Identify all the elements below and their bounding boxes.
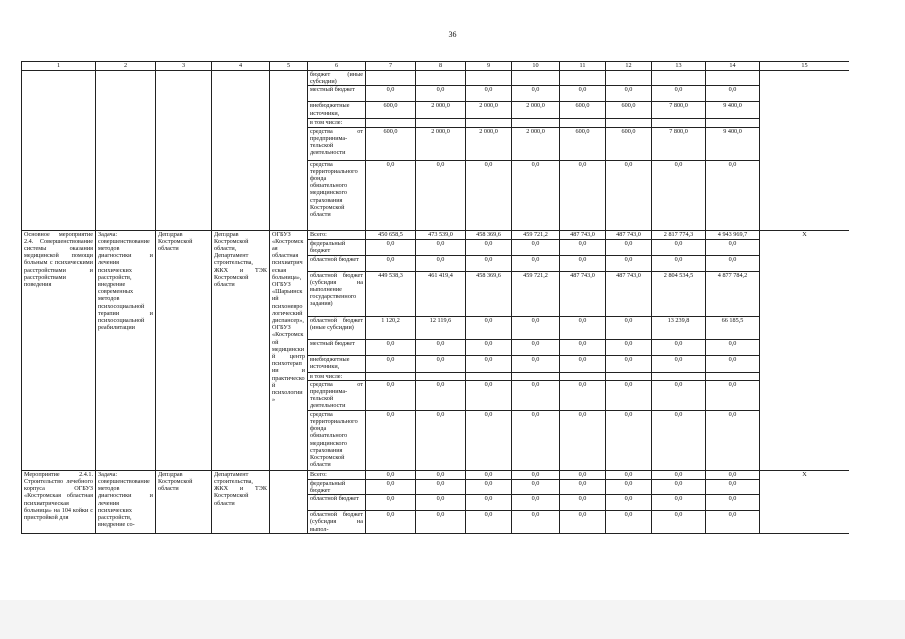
value-cell: 0,0 xyxy=(706,355,760,372)
funding-source-label: областной бюджет (иные субсидии) xyxy=(308,316,366,339)
section-col-5: ОГБУЗ «Костромская областная психиатрическая больница», ОГБУЗ «Шарьинский психоневрологический диспансер», ОГБУЗ «Костромской медицинский центр психотерапии и практической психологии» xyxy=(270,230,308,470)
funding-source-label: местный бюджет xyxy=(308,86,366,102)
column-header-15: 15 xyxy=(760,62,850,71)
value-cell: 0,0 xyxy=(706,511,760,534)
value-cell: 0,0 xyxy=(606,86,652,102)
value-cell: 0,0 xyxy=(652,86,706,102)
value-cell: 600,0 xyxy=(606,102,652,119)
value-cell: 0,0 xyxy=(606,511,652,534)
funding-source-label: Всего: xyxy=(308,470,366,479)
value-cell: 0,0 xyxy=(560,316,606,339)
value-cell: 0,0 xyxy=(652,255,706,271)
value-cell: 7 800,0 xyxy=(652,102,706,119)
value-cell: 0,0 xyxy=(466,495,512,511)
column-header-6: 6 xyxy=(308,62,366,71)
value-cell: 0,0 xyxy=(512,380,560,410)
value-cell: 0,0 xyxy=(366,410,416,470)
value-cell: 0,0 xyxy=(560,479,606,494)
value-cell xyxy=(560,119,606,127)
value-cell: 600,0 xyxy=(366,102,416,119)
section-col-1 xyxy=(22,71,96,231)
value-cell: 0,0 xyxy=(416,380,466,410)
section-col-1: Мероприятие 2.4.1. Строительство лечебного корпуса ОГБУЗ «Костромская областная психиатрическая больница» на 104 койки с пристройкой для xyxy=(22,470,96,533)
section-col-1: Основное мероприятие 2.4. Совершенствование системы оказания медицинской помощи больным с психическими расстройствами и расстройствами поведения xyxy=(22,230,96,470)
funding-source-label: местный бюджет xyxy=(308,339,366,355)
value-cell: 0,0 xyxy=(466,380,512,410)
funding-source-label: средства территориального фонда обязательного медицинского страхования Костромской области xyxy=(308,410,366,470)
value-cell: 12 119,6 xyxy=(416,316,466,339)
value-cell: 0,0 xyxy=(366,339,416,355)
value-cell: 487 743,0 xyxy=(606,230,652,239)
section-col-5 xyxy=(270,470,308,533)
value-cell: 0,0 xyxy=(466,511,512,534)
column-header-11: 11 xyxy=(560,62,606,71)
value-cell: 0,0 xyxy=(560,355,606,372)
value-cell: 0,0 xyxy=(652,160,706,230)
value-cell: 2 000,0 xyxy=(416,102,466,119)
value-cell xyxy=(366,372,416,380)
value-cell: 0,0 xyxy=(512,511,560,534)
value-cell: 0,0 xyxy=(606,479,652,494)
value-cell: 0,0 xyxy=(606,470,652,479)
value-cell: 2 000,0 xyxy=(466,127,512,160)
value-cell xyxy=(606,119,652,127)
value-cell: 0,0 xyxy=(560,410,606,470)
value-cell: 0,0 xyxy=(652,511,706,534)
value-cell: 0,0 xyxy=(560,160,606,230)
column-header-8: 8 xyxy=(416,62,466,71)
value-cell: 0,0 xyxy=(512,470,560,479)
value-cell xyxy=(466,372,512,380)
value-cell xyxy=(706,372,760,380)
value-cell: 0,0 xyxy=(416,470,466,479)
value-cell: 0,0 xyxy=(416,339,466,355)
section-col-3: Депздрав Костромской области xyxy=(156,470,212,533)
value-cell: 0,0 xyxy=(416,410,466,470)
value-cell: 0,0 xyxy=(606,380,652,410)
value-cell: 0,0 xyxy=(466,316,512,339)
value-cell: 7 800,0 xyxy=(652,127,706,160)
value-cell xyxy=(560,372,606,380)
value-cell: 2 817 774,3 xyxy=(652,230,706,239)
value-cell: 0,0 xyxy=(652,355,706,372)
page-bottom-margin xyxy=(0,600,905,639)
value-cell: 0,0 xyxy=(466,86,512,102)
value-cell: 0,0 xyxy=(706,86,760,102)
value-cell: 0,0 xyxy=(512,255,560,271)
value-cell: 0,0 xyxy=(706,255,760,271)
value-cell: 0,0 xyxy=(560,255,606,271)
value-cell: 0,0 xyxy=(652,380,706,410)
value-cell: 2 000,0 xyxy=(512,102,560,119)
value-cell: 2 000,0 xyxy=(512,127,560,160)
value-cell: 0,0 xyxy=(466,160,512,230)
value-cell xyxy=(560,71,606,86)
value-cell: 0,0 xyxy=(652,470,706,479)
value-cell: 473 539,0 xyxy=(416,230,466,239)
funding-source-label: средства территориального фонда обязательного медицинского страхования Костромской области xyxy=(308,160,366,230)
funding-source-label: областной бюджет (субсидия на выполнение государственного задания) xyxy=(308,271,366,316)
value-cell: 0,0 xyxy=(606,239,652,255)
value-cell: 0,0 xyxy=(416,495,466,511)
value-cell: 0,0 xyxy=(560,380,606,410)
funding-source-label: в том числе: xyxy=(308,372,366,380)
value-cell: 0,0 xyxy=(652,479,706,494)
section-col-3: Депздрав Костромской области xyxy=(156,230,212,470)
value-cell: 0,0 xyxy=(706,479,760,494)
value-cell: 0,0 xyxy=(512,160,560,230)
column-header-10: 10 xyxy=(512,62,560,71)
value-cell: 4 877 784,2 xyxy=(706,271,760,316)
value-cell: 0,0 xyxy=(416,511,466,534)
column-header-2: 2 xyxy=(96,62,156,71)
value-cell: 449 538,3 xyxy=(366,271,416,316)
value-cell xyxy=(416,71,466,86)
funding-source-label: областной бюджет (субсидия на выпол- xyxy=(308,511,366,534)
value-cell: 0,0 xyxy=(366,380,416,410)
value-cell xyxy=(466,71,512,86)
section-col-2: Задача: совершенствование методов диагностики и лечения психических расстройств, внедрение со- xyxy=(96,470,156,533)
value-cell: 0,0 xyxy=(512,495,560,511)
value-cell: 0,0 xyxy=(416,355,466,372)
table-header-row xyxy=(22,62,850,71)
value-cell xyxy=(512,71,560,86)
value-cell: 0,0 xyxy=(512,355,560,372)
value-cell: 0,0 xyxy=(366,470,416,479)
value-cell xyxy=(606,71,652,86)
budget-table xyxy=(21,61,849,534)
table-row xyxy=(22,470,850,479)
column-header-13: 13 xyxy=(652,62,706,71)
value-cell: 487 743,0 xyxy=(560,271,606,316)
section-col-5 xyxy=(270,71,308,231)
value-cell: 2 000,0 xyxy=(416,127,466,160)
value-cell: 0,0 xyxy=(706,470,760,479)
value-cell: 2 804 534,5 xyxy=(652,271,706,316)
value-cell: 4 943 969,7 xyxy=(706,230,760,239)
value-cell: 0,0 xyxy=(466,355,512,372)
funding-source-label: внебюджетные источники, xyxy=(308,355,366,372)
value-cell xyxy=(416,119,466,127)
value-cell: 0,0 xyxy=(512,239,560,255)
section-col-4: Депздрав Костромской области, Департамент строительства, ЖКХ и ТЭК Костромской области xyxy=(212,230,270,470)
column-header-5: 5 xyxy=(270,62,308,71)
value-cell: 600,0 xyxy=(606,127,652,160)
value-cell xyxy=(606,372,652,380)
value-cell: 0,0 xyxy=(652,339,706,355)
section-col-4: Департамент строительства, ЖКХ и ТЭК Костромской области xyxy=(212,470,270,533)
value-cell: 0,0 xyxy=(606,495,652,511)
value-cell xyxy=(512,372,560,380)
value-cell: 0,0 xyxy=(706,410,760,470)
value-cell xyxy=(466,119,512,127)
value-cell: 0,0 xyxy=(366,495,416,511)
value-cell xyxy=(366,71,416,86)
column-header-3: 3 xyxy=(156,62,212,71)
value-cell: 0,0 xyxy=(466,339,512,355)
value-cell: 0,0 xyxy=(560,470,606,479)
value-cell: 0,0 xyxy=(366,86,416,102)
value-cell: 13 239,8 xyxy=(652,316,706,339)
value-cell: 9 400,0 xyxy=(706,102,760,119)
funding-source-label: в том числе: xyxy=(308,119,366,127)
funding-source-label: областной бюджет xyxy=(308,255,366,271)
value-cell xyxy=(706,119,760,127)
value-cell: 0,0 xyxy=(366,239,416,255)
page-number: 36 xyxy=(448,30,457,39)
value-cell: 0,0 xyxy=(466,410,512,470)
value-cell: 0,0 xyxy=(706,495,760,511)
value-cell xyxy=(366,119,416,127)
value-cell: 0,0 xyxy=(416,160,466,230)
value-cell: 0,0 xyxy=(466,255,512,271)
value-cell: 458 369,6 xyxy=(466,230,512,239)
table-row xyxy=(22,71,850,86)
column-header-9: 9 xyxy=(466,62,512,71)
value-cell: 0,0 xyxy=(512,86,560,102)
section-col-15: Х xyxy=(760,470,850,533)
value-cell: 0,0 xyxy=(706,160,760,230)
value-cell: 0,0 xyxy=(560,86,606,102)
value-cell: 0,0 xyxy=(416,479,466,494)
table-wrapper xyxy=(21,61,849,573)
value-cell: 0,0 xyxy=(606,339,652,355)
value-cell: 0,0 xyxy=(466,479,512,494)
value-cell: 0,0 xyxy=(366,160,416,230)
section-col-3 xyxy=(156,71,212,231)
value-cell: 600,0 xyxy=(560,102,606,119)
value-cell: 600,0 xyxy=(560,127,606,160)
value-cell: 0,0 xyxy=(416,239,466,255)
value-cell: 0,0 xyxy=(706,339,760,355)
value-cell: 0,0 xyxy=(416,86,466,102)
column-header-4: 4 xyxy=(212,62,270,71)
funding-source-label: внебюджетные источники, xyxy=(308,102,366,119)
value-cell: 0,0 xyxy=(416,255,466,271)
value-cell: 0,0 xyxy=(366,479,416,494)
value-cell: 0,0 xyxy=(606,316,652,339)
funding-source-label: бюджет (иные субсидии) xyxy=(308,71,366,86)
column-header-14: 14 xyxy=(706,62,760,71)
value-cell: 0,0 xyxy=(466,239,512,255)
column-header-7: 7 xyxy=(366,62,416,71)
section-col-4 xyxy=(212,71,270,231)
funding-source-label: Всего: xyxy=(308,230,366,239)
value-cell: 0,0 xyxy=(652,495,706,511)
value-cell: 0,0 xyxy=(366,355,416,372)
value-cell: 9 400,0 xyxy=(706,127,760,160)
value-cell: 0,0 xyxy=(466,470,512,479)
value-cell: 0,0 xyxy=(512,479,560,494)
value-cell: 0,0 xyxy=(706,239,760,255)
value-cell xyxy=(652,119,706,127)
section-col-2 xyxy=(96,71,156,231)
value-cell xyxy=(652,372,706,380)
value-cell: 0,0 xyxy=(606,355,652,372)
value-cell xyxy=(512,119,560,127)
column-header-1: 1 xyxy=(22,62,96,71)
value-cell: 2 000,0 xyxy=(466,102,512,119)
value-cell: 0,0 xyxy=(606,410,652,470)
value-cell xyxy=(652,71,706,86)
value-cell: 0,0 xyxy=(512,339,560,355)
value-cell xyxy=(706,71,760,86)
value-cell: 0,0 xyxy=(366,511,416,534)
value-cell: 461 419,4 xyxy=(416,271,466,316)
funding-source-label: федеральный бюджет xyxy=(308,239,366,255)
value-cell: 0,0 xyxy=(560,339,606,355)
value-cell: 0,0 xyxy=(560,495,606,511)
funding-source-label: областной бюджет xyxy=(308,495,366,511)
table-row xyxy=(22,230,850,239)
section-col-15: Х xyxy=(760,230,850,470)
value-cell: 0,0 xyxy=(606,160,652,230)
value-cell: 1 120,2 xyxy=(366,316,416,339)
funding-source-label: средства от предпринима-тельской деятельности xyxy=(308,127,366,160)
column-header-12: 12 xyxy=(606,62,652,71)
value-cell: 0,0 xyxy=(512,316,560,339)
section-col-2: Задача: совершенствование методов диагностики и лечения психических расстройств, внедрение современных методов психосоциальной терапии и психосоциальной реабилитации xyxy=(96,230,156,470)
value-cell: 0,0 xyxy=(560,239,606,255)
value-cell: 459 721,2 xyxy=(512,271,560,316)
value-cell: 0,0 xyxy=(652,239,706,255)
value-cell: 66 185,5 xyxy=(706,316,760,339)
funding-source-label: федеральный бюджет xyxy=(308,479,366,494)
section-col-15 xyxy=(760,71,850,231)
value-cell: 487 743,0 xyxy=(560,230,606,239)
value-cell xyxy=(416,372,466,380)
value-cell: 458 369,6 xyxy=(466,271,512,316)
value-cell: 0,0 xyxy=(366,255,416,271)
value-cell: 0,0 xyxy=(512,410,560,470)
value-cell: 0,0 xyxy=(706,380,760,410)
value-cell: 0,0 xyxy=(606,255,652,271)
value-cell: 487 743,0 xyxy=(606,271,652,316)
value-cell: 600,0 xyxy=(366,127,416,160)
value-cell: 450 658,5 xyxy=(366,230,416,239)
value-cell: 459 721,2 xyxy=(512,230,560,239)
value-cell: 0,0 xyxy=(652,410,706,470)
value-cell: 0,0 xyxy=(560,511,606,534)
funding-source-label: средства от предпринима-тельской деятельности xyxy=(308,380,366,410)
